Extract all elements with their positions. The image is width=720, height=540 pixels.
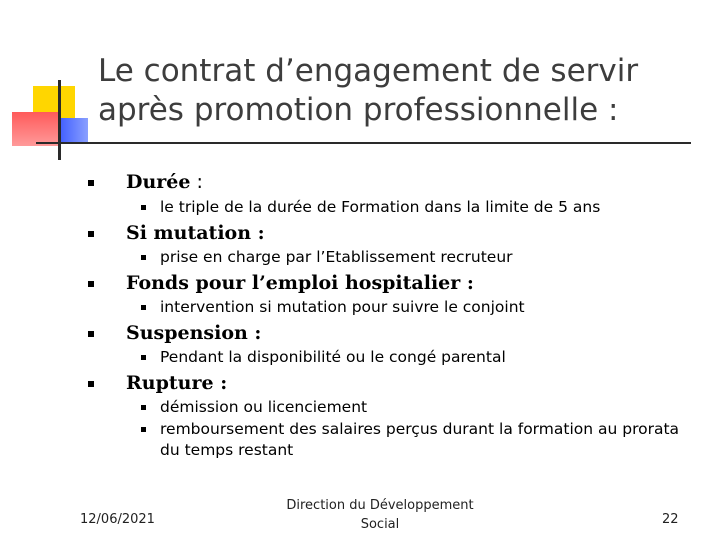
bullet-icon	[88, 231, 94, 237]
sub-bullet-icon	[141, 405, 146, 410]
sub-bullet-icon	[141, 427, 146, 432]
decor-red-square	[12, 112, 58, 146]
sub-bullet-icon	[141, 255, 146, 260]
slide-title-line-1: Le contrat d’engagement de servir	[98, 53, 639, 89]
footer-center-line-1: Direction du Développement	[286, 498, 474, 513]
sub-item: remboursement des salaires perçus durant la formation au prorata	[160, 420, 680, 438]
sub-item: démission ou licenciement	[160, 398, 368, 416]
item-heading: Si mutation :	[126, 222, 265, 244]
decor-blue-square	[58, 118, 88, 144]
item-rupture	[126, 372, 227, 394]
slide-title	[98, 52, 698, 130]
item-heading-colon: :	[190, 171, 203, 193]
item-heading: Durée	[126, 171, 191, 193]
item-heading: Rupture :	[126, 372, 228, 394]
sub-bullet-icon	[141, 355, 146, 360]
sub-bullet-icon	[141, 305, 146, 310]
bullet-icon	[88, 180, 94, 186]
bullet-icon	[88, 281, 94, 287]
bullet-icon	[88, 331, 94, 337]
slide-title-line-2: après promotion professionnelle :	[98, 92, 619, 128]
item-heading: Fonds pour l’emploi hospitalier :	[126, 272, 474, 294]
sub-item: le triple de la durée de Formation dans la limite de 5 ans	[160, 198, 601, 216]
sub-item: prise en charge par l’Etablissement recruteur	[160, 248, 513, 266]
page-number: 22	[662, 512, 679, 527]
sub-item: intervention si mutation pour suivre le conjoint	[160, 298, 525, 316]
item-duree	[126, 171, 203, 193]
title-underline	[36, 142, 691, 144]
footer-center-line-2: Social	[360, 517, 400, 532]
item-fonds	[126, 272, 474, 294]
sub-item: Pendant la disponibilité ou le congé parental	[160, 348, 506, 366]
item-heading: Suspension :	[126, 322, 262, 344]
item-suspension	[126, 322, 261, 344]
sub-bullet-icon	[141, 205, 146, 210]
footer-date: 12/06/2021	[80, 512, 155, 527]
footer-center	[270, 496, 490, 534]
bullet-icon	[88, 381, 94, 387]
item-si-mutation	[126, 222, 265, 244]
sub-item-continuation: du temps restant	[160, 441, 294, 459]
decor-vertical-line	[58, 80, 61, 160]
